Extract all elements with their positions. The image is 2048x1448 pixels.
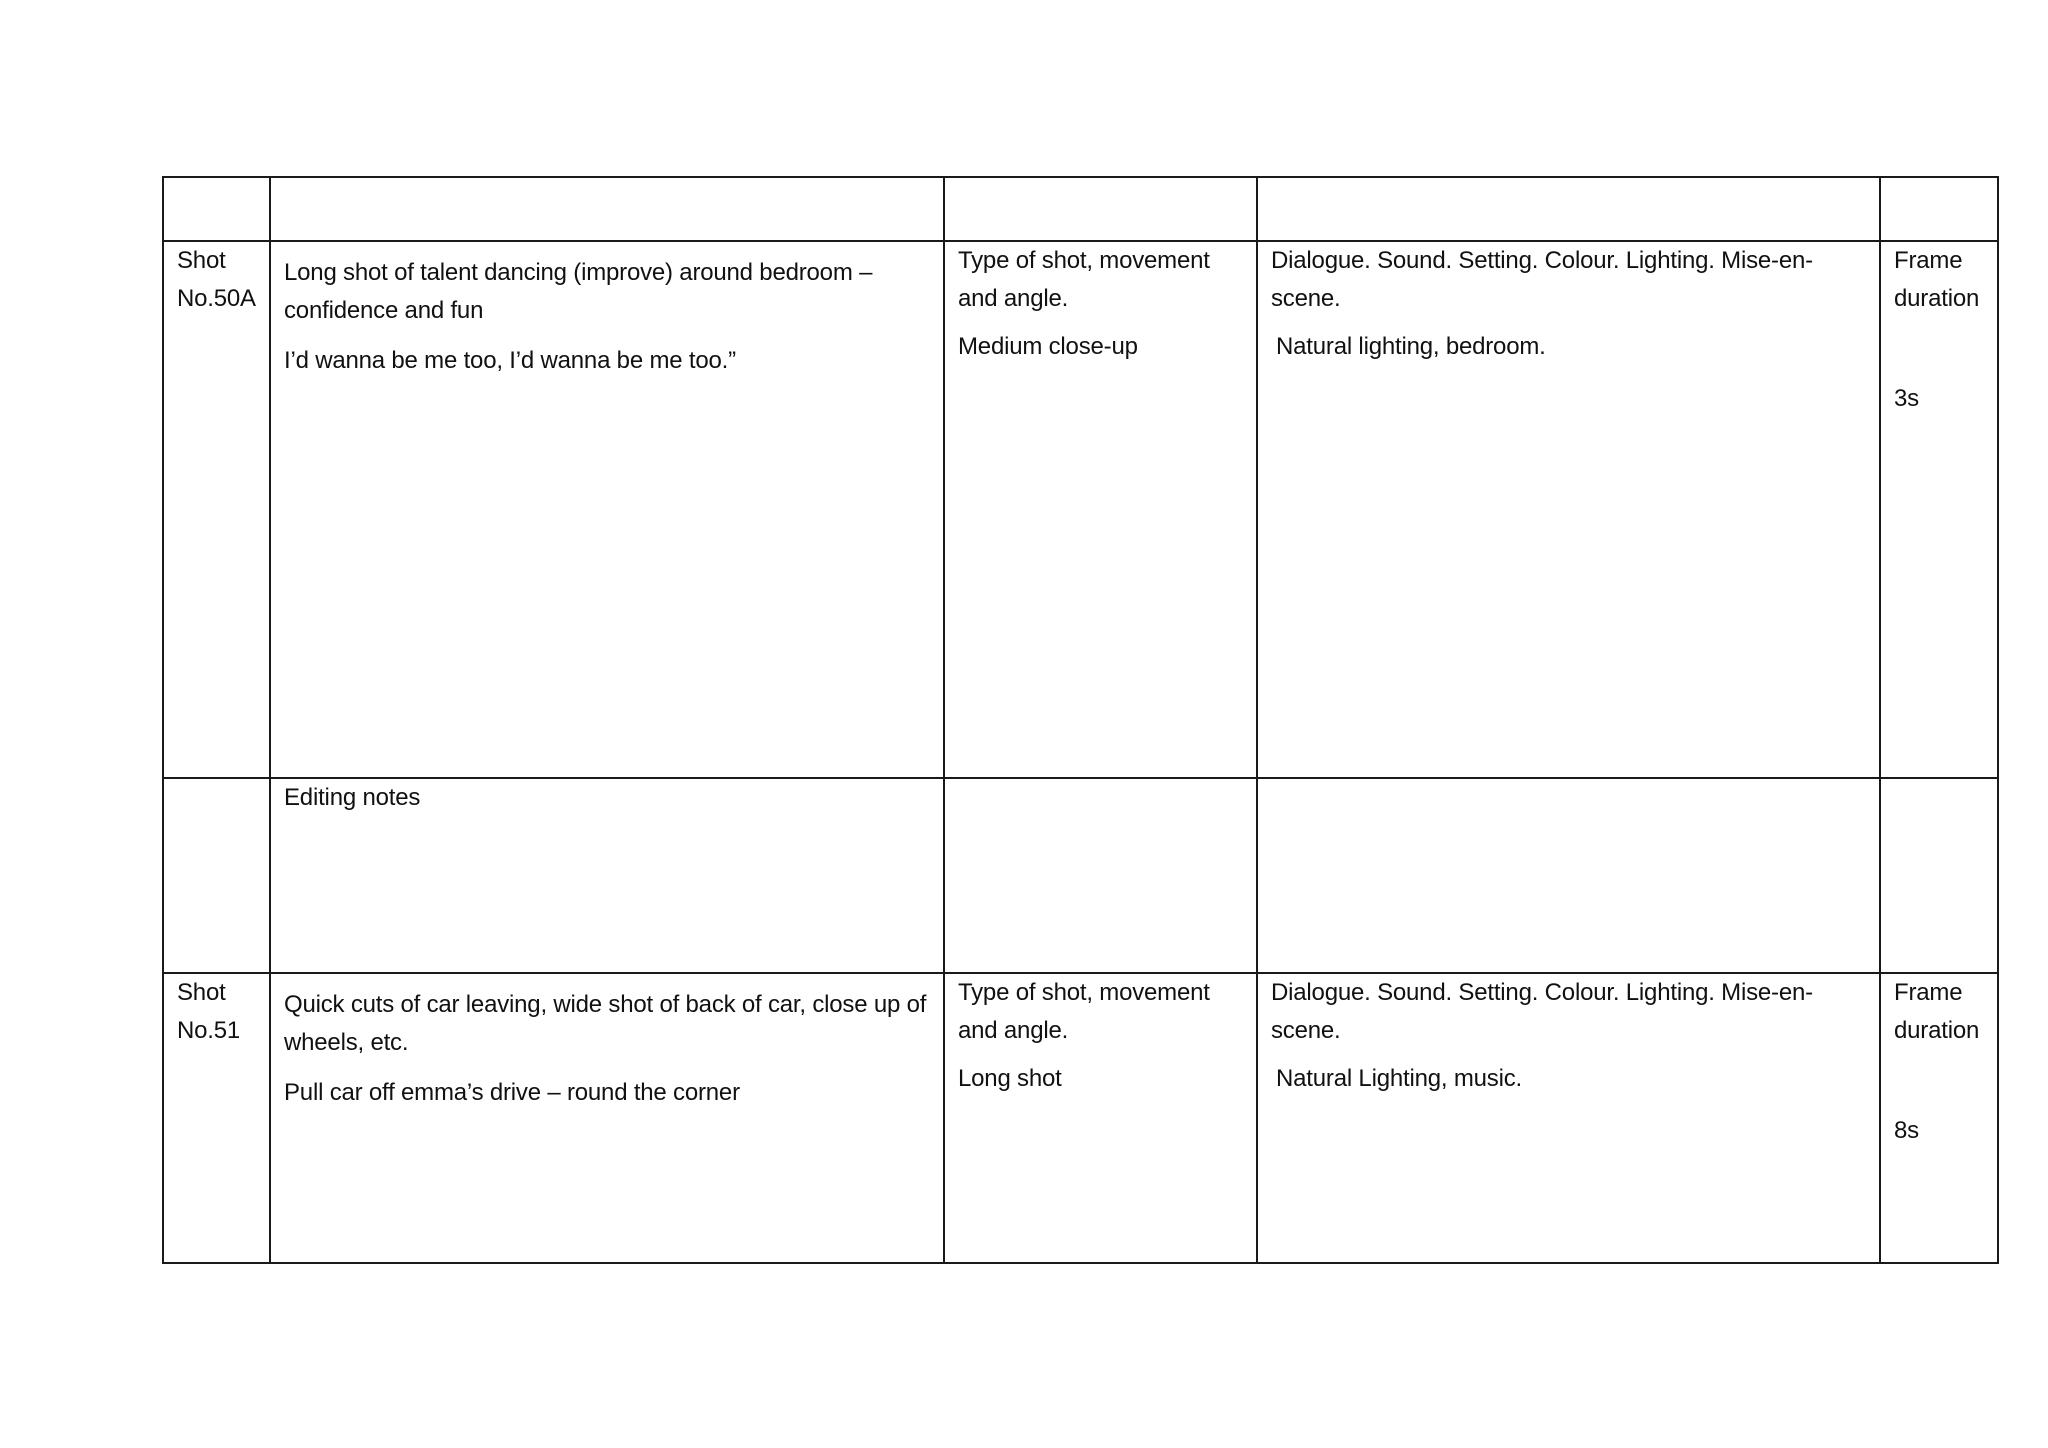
shot-notes-cell xyxy=(1257,241,1880,778)
shot-dialogue: I’d wanna be me too, I’d wanna be me too.” xyxy=(284,347,736,374)
shot-notes-header: Dialogue. Sound. Setting. Colour. Lighting. Mise-en-scene. xyxy=(1271,979,1813,1044)
shot-label: Shot xyxy=(177,979,226,1006)
frame-duration-value: 8s xyxy=(1894,1117,1919,1144)
empty-cell xyxy=(1880,177,1998,241)
frame-duration-value: 3s xyxy=(1894,385,1919,412)
shot-dialogue: Pull car off emma’s drive – round the corner xyxy=(284,1079,740,1106)
shot-description-cell xyxy=(270,973,944,1263)
shot-type-header: Type of shot, movement and angle. xyxy=(958,979,1210,1044)
empty-cell xyxy=(1880,778,1998,973)
shot-notes-value: Natural lighting, bedroom. xyxy=(1276,333,1546,360)
shot-type-cell xyxy=(944,973,1257,1263)
table-header-row xyxy=(163,177,1998,241)
editing-notes-cell xyxy=(270,778,944,973)
shot-number: No.50A xyxy=(177,285,256,312)
empty-cell xyxy=(163,177,270,241)
storyboard-table xyxy=(162,176,1999,1264)
shot-type-value: Long shot xyxy=(958,1065,1062,1092)
empty-cell xyxy=(270,177,944,241)
shot-type-value: Medium close-up xyxy=(958,333,1138,360)
shot-description: Long shot of talent dancing (improve) around bedroom – confidence and fun xyxy=(284,259,873,324)
shot-notes-cell xyxy=(1257,973,1880,1263)
empty-cell xyxy=(944,177,1257,241)
shot-number: No.51 xyxy=(177,1017,241,1044)
shot-notes-header: Dialogue. Sound. Setting. Colour. Lighting. Mise-en-scene. xyxy=(1271,247,1813,312)
shot-label: Shot xyxy=(177,247,226,274)
shot-number-cell xyxy=(163,241,270,778)
frame-duration-cell xyxy=(1880,241,1998,778)
empty-cell xyxy=(163,778,270,973)
shot-description-cell xyxy=(270,241,944,778)
shot-description: Quick cuts of car leaving, wide shot of back of car, close up of wheels, etc. xyxy=(284,991,927,1056)
shot-notes-value: Natural Lighting, music. xyxy=(1276,1065,1522,1092)
table-row xyxy=(163,241,1998,778)
shot-number-cell xyxy=(163,973,270,1263)
frame-duration-header: duration xyxy=(1894,285,1980,312)
frame-duration-header: duration xyxy=(1894,1017,1980,1044)
empty-cell xyxy=(1257,778,1880,973)
editing-notes-label: Editing notes xyxy=(284,784,421,811)
empty-cell xyxy=(944,778,1257,973)
frame-duration-header: Frame xyxy=(1894,979,1963,1006)
shot-type-header: Type of shot, movement and angle. xyxy=(958,247,1210,312)
frame-duration-header: Frame xyxy=(1894,247,1963,274)
table-row xyxy=(163,973,1998,1263)
empty-cell xyxy=(1257,177,1880,241)
editing-notes-row xyxy=(163,778,1998,973)
frame-duration-cell xyxy=(1880,973,1998,1263)
shot-type-cell xyxy=(944,241,1257,778)
